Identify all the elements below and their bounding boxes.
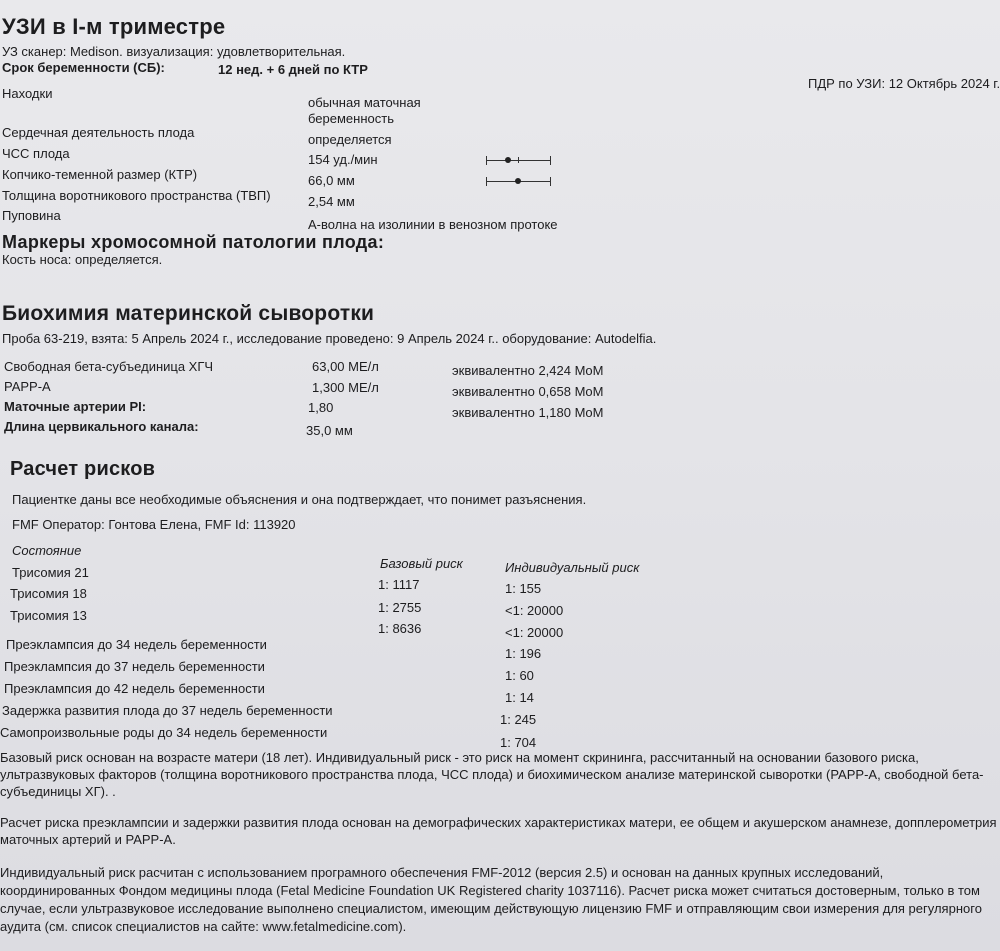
crl-label: Копчико-теменной размер (КТР): [2, 167, 198, 182]
risk-row-t21-condition: Трисомия 21: [12, 565, 89, 580]
risk-row-t18-condition: Трисомия 18: [10, 586, 87, 601]
biochem-title: Биохимия материнской сыворотки: [2, 302, 375, 325]
note1-line3: субъединицы ХГ). .: [0, 784, 116, 799]
cord-value: А-волна на изолинии в венозном протоке: [308, 217, 558, 232]
risk-row-ptb-individual: 1: 704: [500, 735, 537, 750]
col-condition: Состояние: [12, 543, 82, 558]
note1-line2: ультразвуковых факторов (толщина воротникового пространства плода, ЧСС плода) и биохимическом анализе материнской сыворотки (PAPP-A, свободной бета-: [0, 767, 984, 782]
risk-row-pe34-condition: Преэклампсия до 34 недель беременности: [6, 637, 267, 652]
markers-title: Маркеры хромосомной патологии плода:: [2, 232, 385, 252]
pappa-label: PAPP-A: [4, 379, 51, 394]
note3-line4: аудита (см. список специалистов на сайте: www.fetalmedicine.com).: [0, 919, 407, 934]
scanner-line: УЗ сканер: Medison. визуализация: удовлетворительная.: [2, 44, 346, 59]
heart-activity-label: Сердечная деятельность плода: [2, 125, 195, 140]
cervix-value: 35,0 мм: [306, 423, 353, 438]
uta-pi-value: 1,80: [308, 400, 334, 415]
pappa-mom: эквивалентно 0,658 MoM: [452, 384, 604, 399]
findings-value-line1: обычная маточная: [308, 95, 421, 110]
findings-value-line2: беременность: [308, 111, 394, 126]
bhcg-label: Свободная бета-субъединица ХГЧ: [4, 359, 214, 374]
cord-label: Пуповина: [2, 208, 61, 223]
edd-value: ПДР по УЗИ: 12 Октябрь 2024 г.: [808, 76, 1000, 91]
col-base-risk: Базовый риск: [380, 556, 463, 571]
ga-label: Срок беременности (СБ):: [2, 60, 165, 75]
risk-row-pe34-individual: 1: 196: [505, 646, 542, 661]
findings-label: Находки: [2, 86, 53, 101]
pappa-value: 1,300 МЕ/л: [312, 380, 379, 395]
risk-row-pe37-individual: 1: 60: [505, 668, 534, 683]
risk-title: Расчет рисков: [10, 458, 156, 480]
bhcg-value: 63,00 МЕ/л: [312, 359, 379, 374]
fhr-value: 154 уд./мин: [308, 152, 378, 167]
risk-row-ptb-condition: Самопроизвольные роды до 34 недель беременности: [0, 725, 328, 740]
col-individual-risk: Индивидуальный риск: [505, 560, 640, 575]
cervix-label: Длина цервикального канала:: [4, 419, 199, 434]
uta-pi-label: Маточные артерии PI:: [4, 399, 147, 414]
risk-row-t13-condition: Трисомия 13: [10, 608, 87, 623]
operator-line: FMF Оператор: Гонтова Елена, FMF Id: 113920: [12, 517, 296, 532]
ultrasound-title: УЗИ в I-м триместре: [2, 14, 226, 39]
heart-activity-value: определяется: [308, 132, 392, 147]
risk-row-pe42-individual: 1: 14: [505, 690, 534, 705]
nt-value: 2,54 мм: [308, 194, 355, 209]
note1-line1: Базовый риск основан на возрасте матери (18 лет). Индивидуальный риск - это риск на момент скрининга, рассчитанный на основании базового риска,: [0, 750, 919, 765]
note3-line1: Индивидуальный риск расчитан с использованием програмного обеспечения FMF-2012 (версия 2.5) и основан на данных крупных исследований,: [0, 865, 884, 880]
note3-line2: координированных Фондом медицины плода (Fetal Medicine Foundation UK Registered charity 1037116). Расчет риска может считаться достоверным, только в том: [0, 883, 980, 898]
consent-line: Пациентке даны все необходимые объяснения и она подтверждает, что понимет разъяснения.: [12, 492, 587, 507]
note3-line3: случае, если ультразвуковое исследование выполнено специалистом, имеющим действующую лицензию FMF и отправляющим свои измерения для регулярного: [0, 901, 982, 916]
risk-row-t18-individual: <1: 20000: [505, 603, 564, 618]
risk-row-t21-individual: 1: 155: [505, 581, 542, 596]
nasal-bone-line: Кость носа: определяется.: [2, 252, 163, 267]
risk-row-t18-base: 1: 2755: [378, 600, 422, 615]
risk-row-fgr-condition: Задержка развития плода до 37 недель беременности: [2, 703, 333, 718]
risk-row-pe42-condition: Преэклампсия до 42 недель беременности: [4, 681, 265, 696]
bhcg-mom: эквивалентно 2,424 MoM: [452, 363, 604, 378]
uta-pi-mom: эквивалентно 1,180 MoM: [452, 405, 604, 420]
risk-row-t21-base: 1: 1117: [378, 577, 420, 592]
risk-row-t13-individual: <1: 20000: [505, 625, 564, 640]
risk-row-pe37-condition: Преэклампсия до 37 недель беременности: [4, 659, 265, 674]
risk-row-fgr-individual: 1: 245: [500, 712, 537, 727]
crl-value: 66,0 мм: [308, 173, 355, 188]
nt-label: Толщина воротникового пространства (ТВП): [2, 188, 271, 203]
ga-value: 12 нед. + 6 дней по КТР: [218, 62, 368, 77]
note2-line1: Расчет риска преэклампсии и задержки развития плода основан на демографических характеристиках матери, ее общем и акушерском анамнезе, допплерометрия: [0, 815, 997, 830]
risk-row-t13-base: 1: 8636: [378, 621, 422, 636]
sample-line: Проба 63-219, взята: 5 Апрель 2024 г., исследование проведено: 9 Апрель 2024 г.. оборудование: Autodelfia.: [2, 331, 657, 346]
fhr-label: ЧСС плода: [2, 146, 70, 161]
note2-line2: маточных артерий и PAPP-A.: [0, 832, 176, 847]
